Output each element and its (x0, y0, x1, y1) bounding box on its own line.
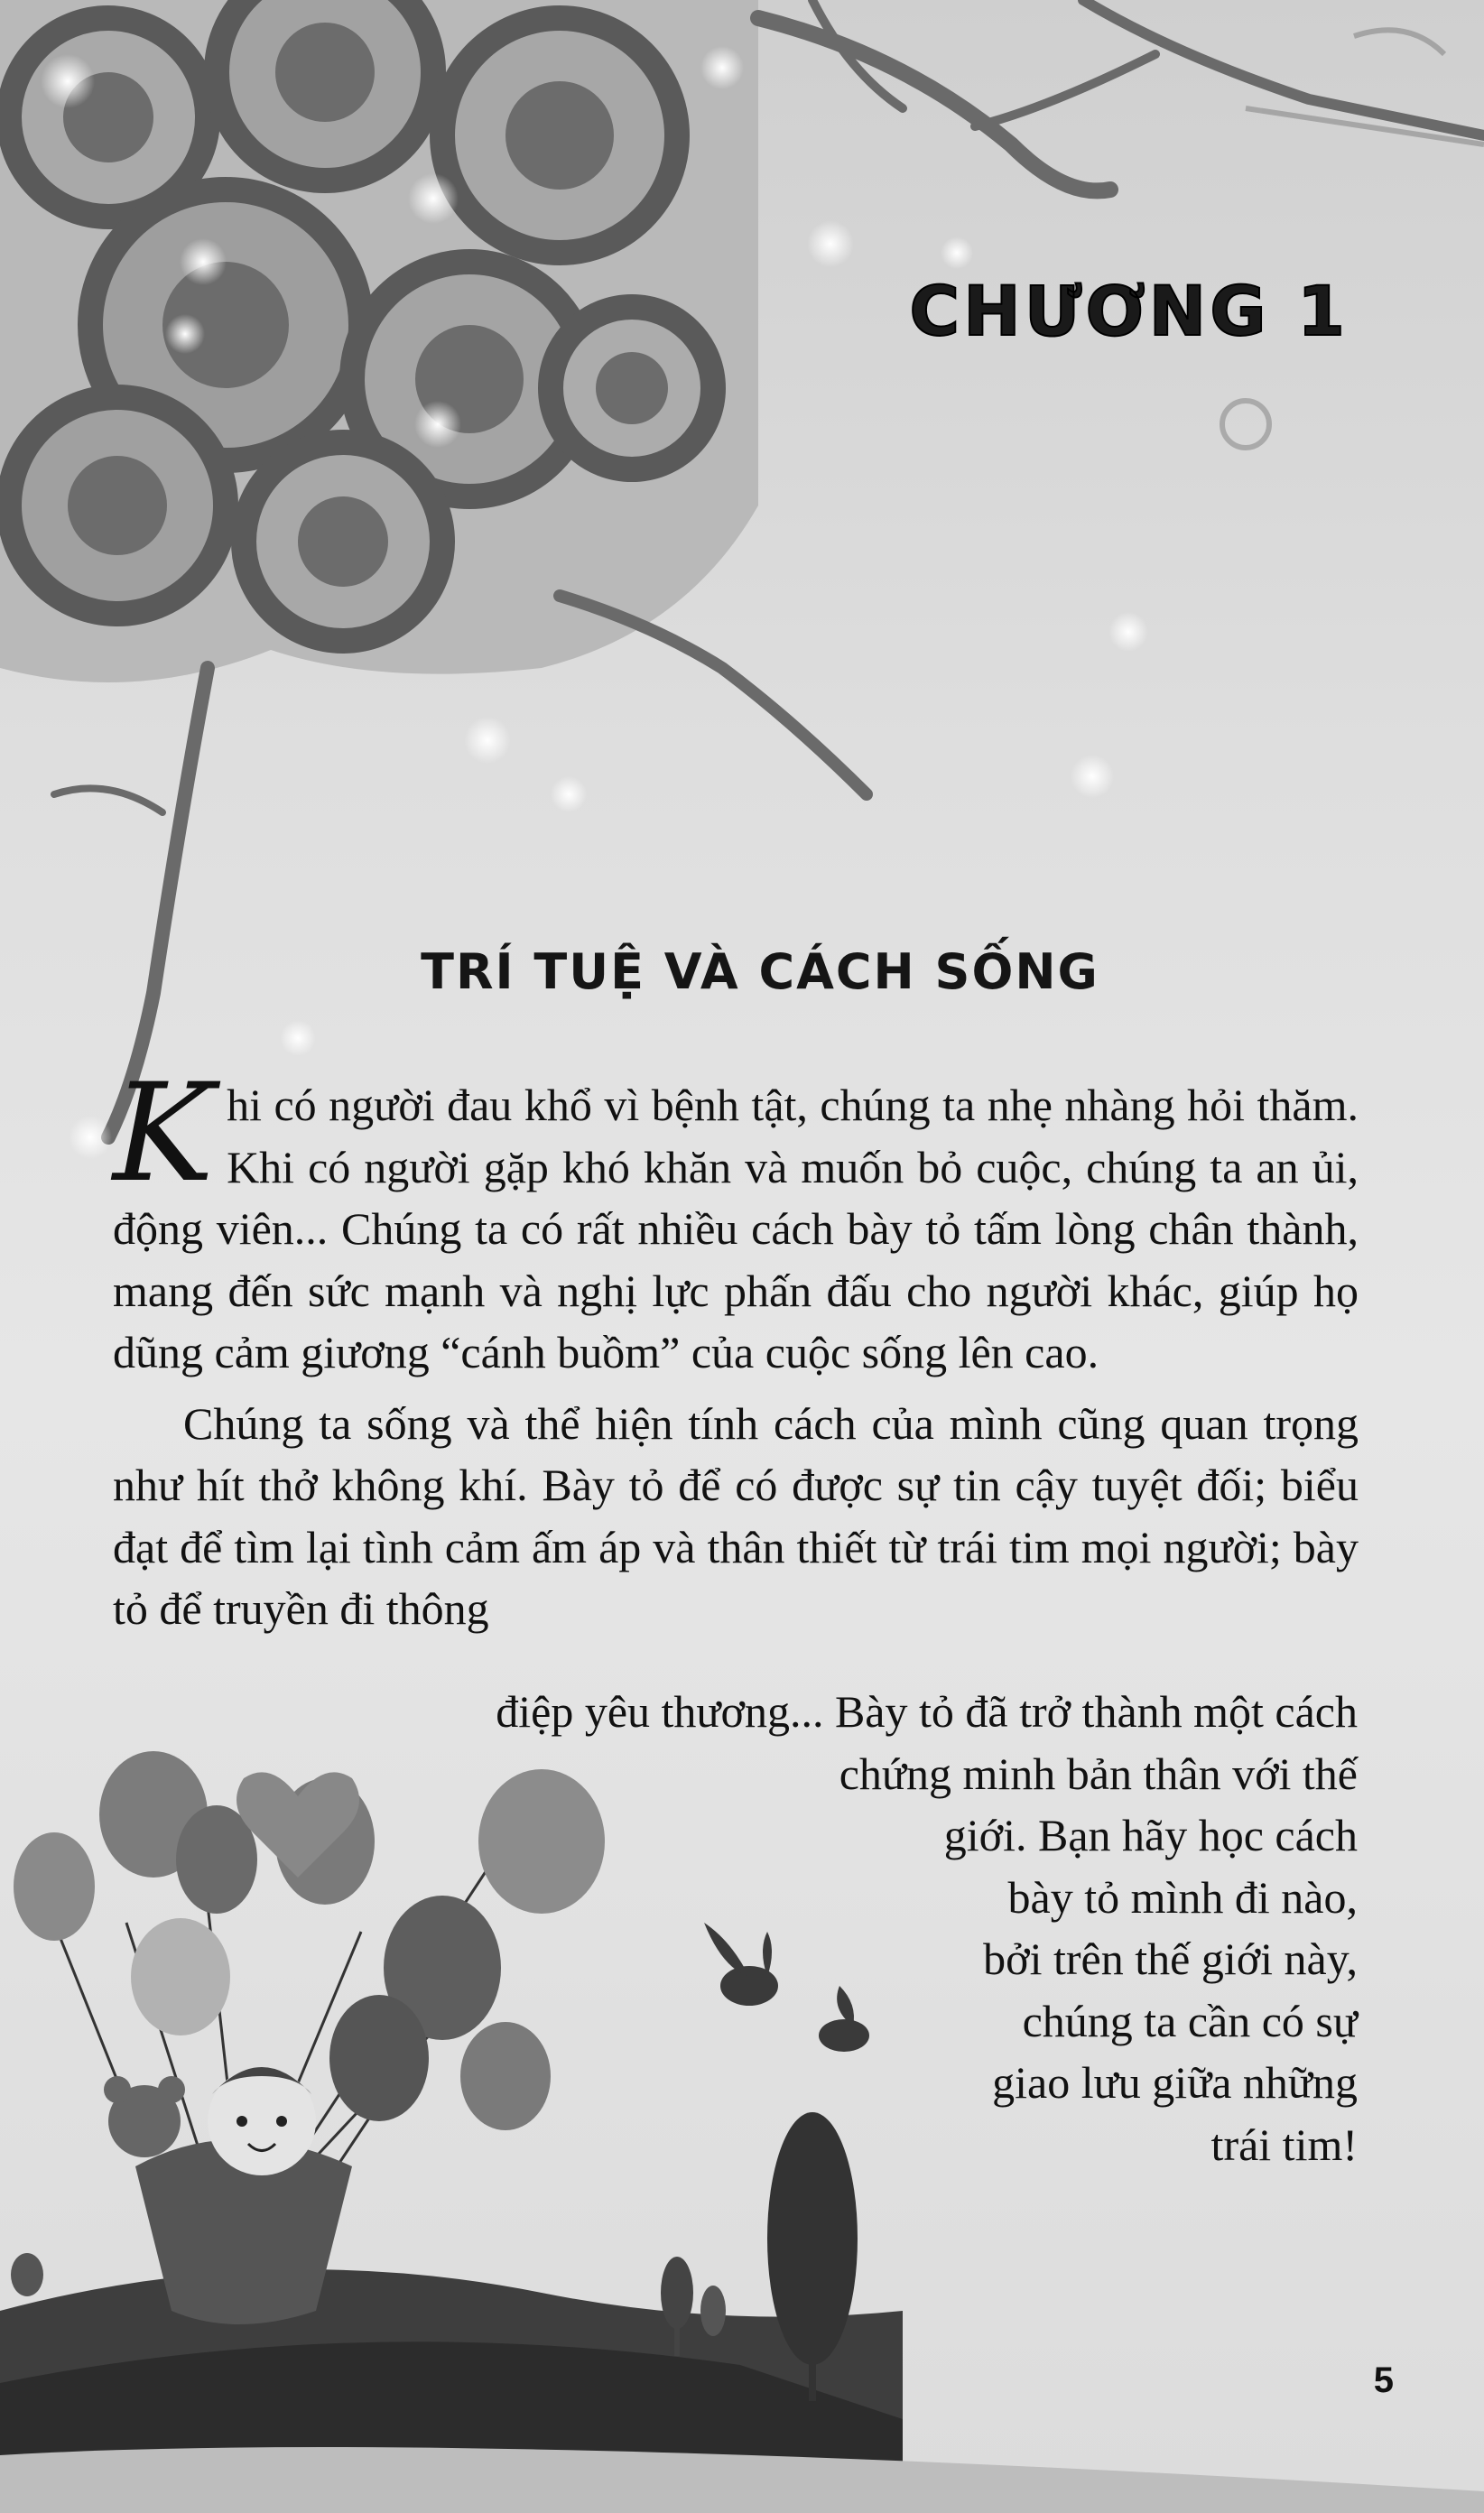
header-decoration (1222, 30, 1484, 448)
paragraph-2-tail (320, 1681, 1358, 2175)
tail-line: chúng ta cần có sự (1022, 1995, 1358, 2046)
tail-line: giao lưu giữa những (992, 2057, 1358, 2108)
paragraph-1 (113, 1055, 1359, 1384)
tail-line: điệp yêu thương... Bày tỏ đã trở thành một cách (496, 1686, 1358, 1737)
section-title: TRÍ TUỆ VÀ CÁCH SỐNG (421, 943, 1099, 1000)
drop-cap: K (113, 1055, 215, 1212)
tail-line: giới. Bạn hãy học cách (943, 1810, 1358, 1860)
tail-line: bởi trên thế giới này, (983, 1933, 1358, 1984)
tail-line: trái tim! (1210, 2119, 1358, 2170)
tail-line: bày tỏ mình đi nào, (1007, 1871, 1358, 1923)
paragraph-2: Chúng ta sống và thể hiện tính cách của mình cũng quan trọng như hít thở không khí. Bày tỏ để có được sự tin cậy tuyệt đối; biểu đạt để tìm lại tình cảm ấm áp và thân thiết từ trái tim mọi người; bày tỏ để truyền đi thông (113, 1397, 1359, 1634)
body-text (113, 1055, 1359, 1640)
page-number: 5 (1373, 2360, 1394, 2400)
tail-line: chứng minh bản thân với thế (839, 1748, 1358, 1799)
tree-canopy (0, 0, 758, 682)
chapter-title: CHƯƠNG 1 (909, 271, 1349, 351)
paragraph-1-text: hi có người đau khổ vì bệnh tật, chúng ta nhẹ nhàng hỏi thăm. Khi có người gặp khó khăn và muốn bỏ cuộc, chúng ta an ủi, động viên... Chúng ta có rất nhiều cách bày tỏ tấm lòng chân thành, mang đến sức mạnh và nghị lực phấn đấu cho người khác, giúp họ dũng cảm giương “cánh buồm” của cuộc sống lên cao. (113, 1080, 1359, 1377)
